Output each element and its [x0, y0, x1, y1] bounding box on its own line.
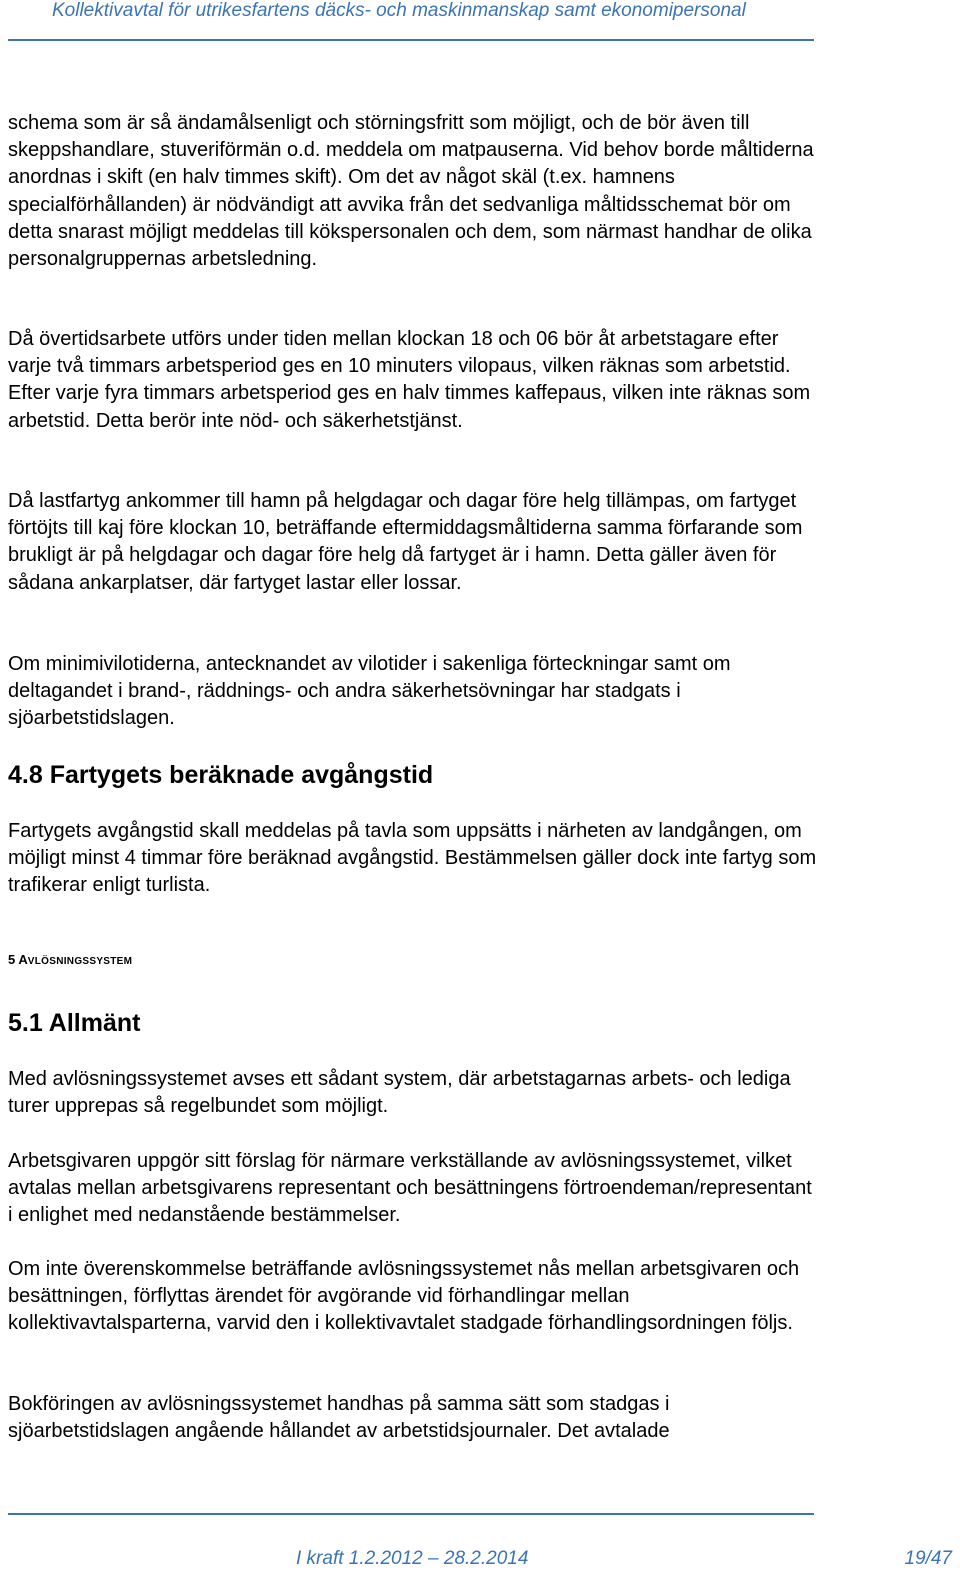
footer-validity: I kraft 1.2.2012 – 28.2.2014 [296, 1548, 529, 1569]
footer-rule [8, 1513, 814, 1515]
paragraph: schema som är så ändamålsenligt och störningsfritt som möjligt, och de bör även till skeppshandlare, stuveriförmän o.d. meddela om matpauserna. Vid behov borde måltiderna anordnas i skift (en halv timmes skift). Om det av något skäl (t.ex. hamnens specialförhållanden) är nödvändigt att avvika från det sedvanliga måltidsschemat bör om detta snarast möjligt meddelas till kökspersonalen och dem, som närmast handhar de olika personalgruppernas arbetsledning. [8, 112, 814, 271]
page-number: 19/47 [904, 1548, 952, 1569]
paragraph: Bokföringen av avlösningssystemet handhas på samma sätt som stadgas i sjöarbetstidslagen angående hållandet av arbetstidsjournaler. Det avtalade [8, 1393, 670, 1443]
chapter-title-first-letter: A [18, 952, 28, 967]
chapter-title-rest: VLÖSNINGSSYSTEM [27, 956, 133, 967]
section-heading-5-1: 5.1 Allmänt [8, 1009, 141, 1037]
paragraph: Om inte överenskommelse beträffande avlösningssystemet nås mellan arbetsgivaren och besättningen, förflyttas ärendet för avgörande vid förhandlingar mellan kollektivavtalsparterna, varvid den i kollektivavtalet stadgade förhandlingsordningen följs. [8, 1258, 800, 1335]
paragraph: Om minimivilotiderna, antecknandet av vilotider i sakenliga förteckningar samt om deltagandet i brand-, räddnings- och andra säkerhetsövningar har stadgats i sjöarbetstidslagen. [8, 653, 731, 730]
header-rule [8, 39, 814, 41]
paragraph: Arbetsgivaren uppgör sitt förslag för närmare verkställande av avlösningssystemet, vilket avtalas mellan arbetsgivarens representant och besättningens förtroendeman/representant i enlighet med nedanstående bestämmelser. [8, 1150, 812, 1227]
header-title: Kollektivavtal för utrikesfartens däcks- och maskinmanskap samt ekonomipersonal [52, 0, 746, 21]
section-heading-4-8: 4.8 Fartygets beräknade avgångstid [8, 761, 434, 789]
paragraph: Då övertidsarbete utförs under tiden mellan klockan 18 och 06 bör åt arbetstagare efter varje två timmars arbetsperiod ges en 10 minuters vilopaus, vilken räknas som arbetstid. Efter varje fyra timmars arbetsperiod ges en halv timmes kaffepaus, vilken inte räknas som arbetstid. Detta berör inte nöd- och säkerhetstjänst. [8, 328, 811, 432]
paragraph: Fartygets avgångstid skall meddelas på tavla som uppsätts i närheten av landgången, om möjligt minst 4 timmar före beräknad avgångstid. Bestämmelsen gäller dock inte fartyg som trafikerar enligt turlista. [8, 820, 817, 897]
paragraph: Med avlösningssystemet avses ett sådant system, där arbetstagarnas arbets- och lediga turer upprepas så regelbundet som möjligt. [8, 1068, 791, 1118]
chapter-heading-5 [8, 952, 132, 970]
chapter-number: 5 [8, 952, 16, 967]
paragraph: Då lastfartyg ankommer till hamn på helgdagar och dagar före helg tillämpas, om fartyget förtöjts till kaj före klockan 10, beträffande eftermiddagsmåltiderna samma förfarande som brukligt är på helgdagar och dagar före helg då fartyget är i hamn. Detta gäller även för sådana ankarplatser, där fartyget lastar eller lossar. [8, 490, 803, 594]
